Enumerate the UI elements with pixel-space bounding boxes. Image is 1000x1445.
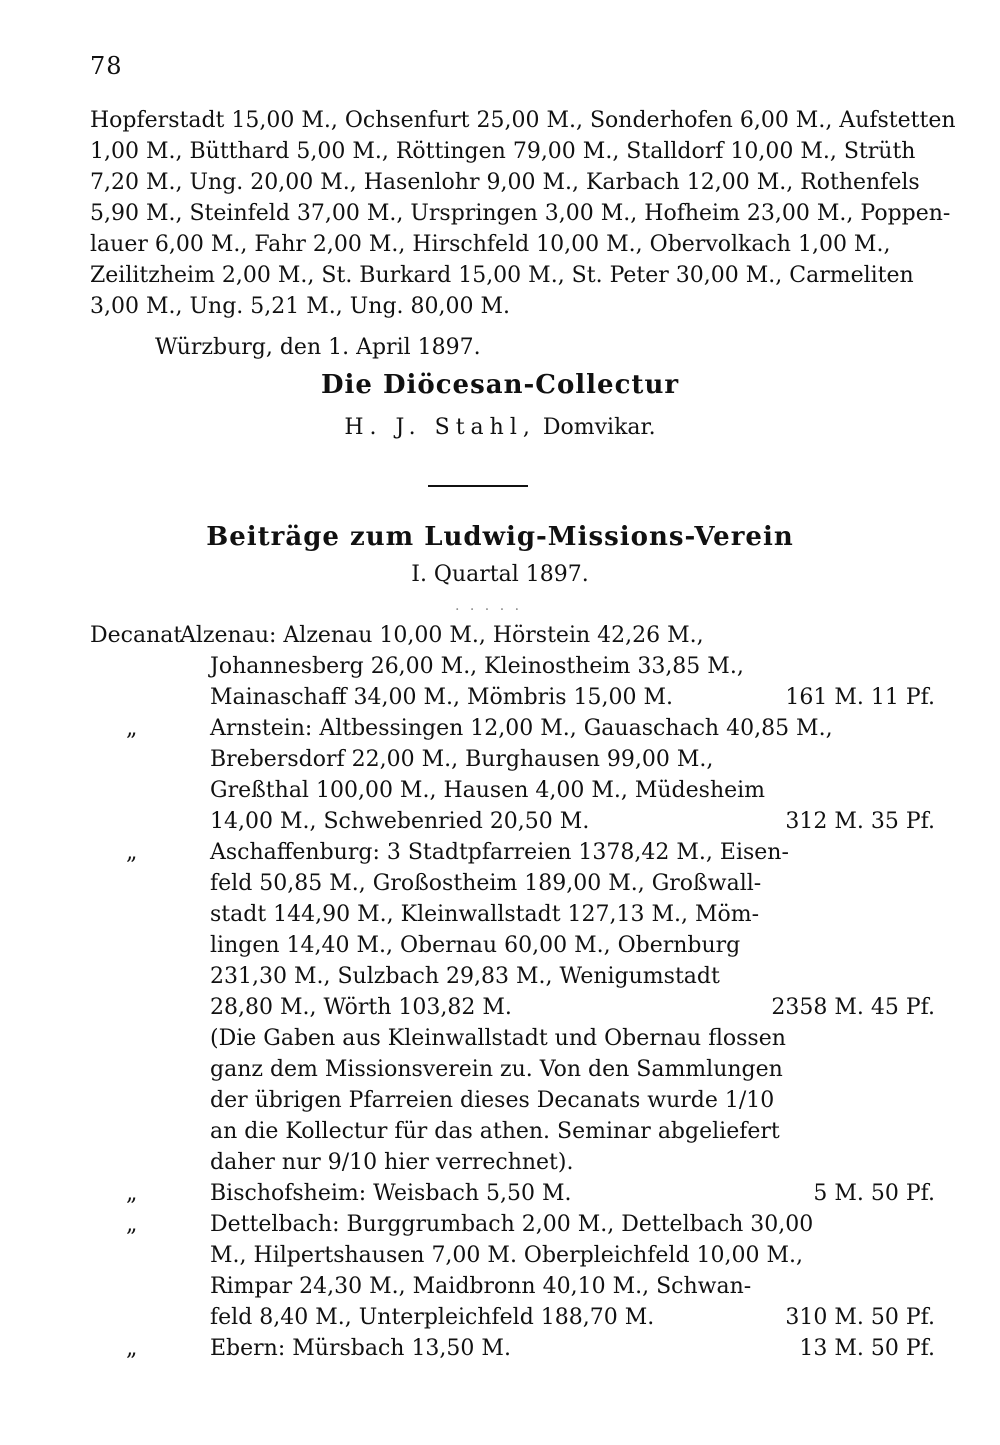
entry-line xyxy=(90,1023,935,1054)
ditto-mark: „ xyxy=(126,1181,138,1206)
entry-text: Johannesberg 26,00 M., Kleinostheim 33,85 M., xyxy=(210,654,744,679)
intro-line: 1,00 M., Bütthard 5,00 M., Röttingen 79,00 M., Stalldorf 10,00 M., Strüth xyxy=(90,139,916,164)
entry-line xyxy=(90,961,935,992)
entry-line xyxy=(90,682,935,713)
entry-line xyxy=(90,744,935,775)
entry-line xyxy=(90,620,935,651)
separator-dots: . . . . . xyxy=(455,598,523,614)
entry-line xyxy=(90,992,935,1023)
entry-line xyxy=(90,713,935,744)
entry-text: (Die Gaben aus Kleinwallstadt und Obernau flossen xyxy=(210,1026,786,1051)
ditto-mark: „ xyxy=(126,1212,138,1237)
entry-text: stadt 144,90 M., Kleinwallstadt 127,13 M., Möm- xyxy=(210,902,760,927)
entry-line xyxy=(90,837,935,868)
entry-line xyxy=(90,868,935,899)
entry-line xyxy=(90,775,935,806)
page-number: 78 xyxy=(90,52,123,80)
entry-text: ganz dem Missionsverein zu. Von den Sammlungen xyxy=(210,1057,783,1082)
entry-line xyxy=(90,1054,935,1085)
collectur-heading: Die Diöcesan-Collectur xyxy=(320,370,680,400)
intro-line: lauer 6,00 M., Fahr 2,00 M., Hirschfeld 10,00 M., Obervolkach 1,00 M., xyxy=(90,232,891,257)
entry-line xyxy=(90,1178,935,1209)
section-heading: Beiträge zum Ludwig-Missions-Verein xyxy=(206,522,794,552)
contribution-entry xyxy=(90,713,935,837)
entry-line xyxy=(90,1085,935,1116)
entry-text: 231,30 M., Sulzbach 29,83 M., Wenigumstadt xyxy=(210,964,720,989)
entry-amount: 161 M. 11 Pf. xyxy=(785,685,935,710)
intro-line: 7,20 M., Ung. 20,00 M., Hasenlohr 9,00 M., Karbach 12,00 M., Rothenfels xyxy=(90,170,920,195)
section-subheading: I. Quartal 1897. xyxy=(411,562,589,587)
entry-text: Dettelbach: Burggrumbach 2,00 M., Dettelbach 30,00 xyxy=(210,1212,814,1237)
entry-line xyxy=(90,1147,935,1178)
entry-text: Rimpar 24,30 M., Maidbronn 40,10 M., Schwan- xyxy=(210,1274,752,1299)
entry-line xyxy=(90,651,935,682)
entry-line xyxy=(90,806,935,837)
entry-amount: 312 M. 35 Pf. xyxy=(785,809,935,834)
entry-line xyxy=(90,1333,935,1364)
signature xyxy=(0,415,1000,440)
entry-text: 14,00 M., Schwebenried 20,50 M. xyxy=(210,809,590,834)
contribution-entry xyxy=(90,837,935,1178)
contributions-list xyxy=(90,620,935,1364)
ditto-mark: „ xyxy=(126,840,138,865)
entry-text: Mainaschaff 34,00 M., Mömbris 15,00 M. xyxy=(210,685,674,710)
entry-text: Brebersdorf 22,00 M., Burghausen 99,00 M., xyxy=(210,747,714,772)
entry-text: feld 8,40 M., Unterpleichfeld 188,70 M. xyxy=(210,1305,655,1330)
entry-text: Bischofsheim: Weisbach 5,50 M. xyxy=(210,1181,572,1206)
ditto-mark: „ xyxy=(126,716,138,741)
entry-text: der übrigen Pfarreien dieses Decanats wurde 1/10 xyxy=(210,1088,775,1113)
entry-line xyxy=(90,1271,935,1302)
entry-line xyxy=(90,1302,935,1333)
entry-text: lingen 14,40 M., Obernau 60,00 M., Obernburg xyxy=(210,933,741,958)
entry-amount: 5 M. 50 Pf. xyxy=(813,1181,935,1206)
contribution-entry xyxy=(90,1333,935,1364)
contribution-entry xyxy=(90,620,935,713)
entry-line xyxy=(90,1209,935,1240)
entry-text: Alzenau: Alzenau 10,00 M., Hörstein 42,26 M., xyxy=(180,623,704,648)
entry-text: 28,80 M., Wörth 103,82 M. xyxy=(210,995,512,1020)
entry-line xyxy=(90,1240,935,1271)
entry-line xyxy=(90,899,935,930)
entry-text: M., Hilpertshausen 7,00 M. Oberpleichfeld 10,00 M., xyxy=(210,1243,804,1268)
signature-name: H. J. Stahl, xyxy=(344,415,536,440)
intro-line: Hopferstadt 15,00 M., Ochsenfurt 25,00 M., Sonderhofen 6,00 M., Aufstetten xyxy=(90,108,956,133)
contribution-entry xyxy=(90,1178,935,1209)
intro-line: 3,00 M., Ung. 5,21 M., Ung. 80,00 M. xyxy=(90,294,511,319)
place-date: Würzburg, den 1. April 1897. xyxy=(155,335,481,360)
entry-text: Aschaffenburg: 3 Stadtpfarreien 1378,42 M., Eisen- xyxy=(210,840,789,865)
entry-text: Arnstein: Altbessingen 12,00 M., Gauaschach 40,85 M., xyxy=(210,716,833,741)
entry-text: Greßthal 100,00 M., Hausen 4,00 M., Müdesheim xyxy=(210,778,766,803)
section-divider xyxy=(428,485,528,487)
entry-amount: 2358 M. 45 Pf. xyxy=(771,995,935,1020)
intro-line: Zeilitzheim 2,00 M., St. Burkard 15,00 M., St. Peter 30,00 M., Carmeliten xyxy=(90,263,914,288)
entry-text: Ebern: Mürsbach 13,50 M. xyxy=(210,1336,511,1361)
entry-amount: 13 M. 50 Pf. xyxy=(799,1336,935,1361)
entry-text: feld 50,85 M., Großostheim 189,00 M., Großwall- xyxy=(210,871,762,896)
ditto-mark: „ xyxy=(126,1336,138,1361)
decanat-label: Decanat xyxy=(90,623,183,648)
entry-line xyxy=(90,930,935,961)
entry-line xyxy=(90,1116,935,1147)
signature-title: Domvikar. xyxy=(542,415,656,440)
entry-text: daher nur 9/10 hier verrechnet). xyxy=(210,1150,574,1175)
intro-line: 5,90 M., Steinfeld 37,00 M., Urspringen 3,00 M., Hofheim 23,00 M., Poppen- xyxy=(90,201,951,226)
intro-paragraph xyxy=(90,105,956,322)
entry-text: an die Kollectur für das athen. Seminar abgeliefert xyxy=(210,1119,780,1144)
contribution-entry xyxy=(90,1209,935,1333)
entry-amount: 310 M. 50 Pf. xyxy=(785,1305,935,1330)
